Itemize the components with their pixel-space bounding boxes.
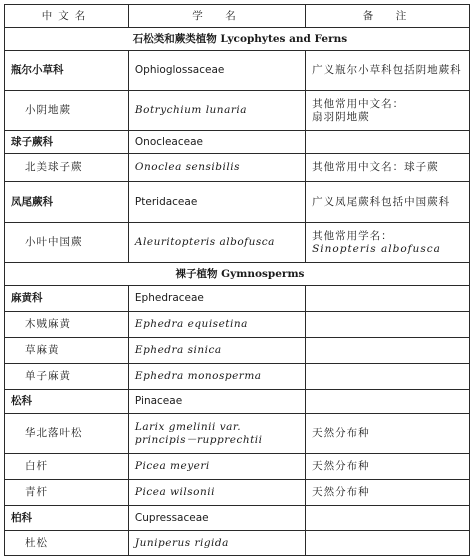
species-sci-name: Ephedra equisetina xyxy=(128,312,305,338)
family-sci-name: Ephedraceae xyxy=(128,286,305,312)
note-line: 扇羽阴地蕨 xyxy=(312,110,370,123)
species-cn-name: 白杆 xyxy=(5,454,129,480)
section-title-ferns: 石松类和蕨类植物 Lycophytes and Ferns xyxy=(5,28,470,51)
species-cn-name: 杜松 xyxy=(5,531,129,556)
species-sci-name: Botrychium lunaria xyxy=(128,91,305,131)
family-sci-name: Pinaceae xyxy=(128,390,305,414)
family-note xyxy=(306,131,470,154)
species-sci-name: Onoclea sensibilis xyxy=(128,154,305,182)
family-note: 广义瓶尔小草科包括阴地蕨科 xyxy=(306,51,470,91)
family-cn-name: 瓶尔小草科 xyxy=(5,51,129,91)
family-cn-name: 麻黄科 xyxy=(5,286,129,312)
species-cn-name: 华北落叶松 xyxy=(5,414,129,454)
species-sci-name: Picea meyeri xyxy=(128,454,305,480)
plant-list-table xyxy=(4,4,470,556)
species-cn-name: 北美球子蕨 xyxy=(5,154,129,182)
note-line: Sinopteris albofusca xyxy=(312,242,441,255)
species-cn-name: 草麻黄 xyxy=(5,338,129,364)
family-sci-name: Cupressaceae xyxy=(128,506,305,531)
family-note: 广义凤尾蕨科包括中国蕨科 xyxy=(306,182,470,223)
family-sci-name: Onocleaceae xyxy=(128,131,305,154)
family-row xyxy=(5,182,470,223)
header-sci-name: 学 名 xyxy=(128,5,305,28)
section-row-ferns xyxy=(5,28,470,51)
species-row xyxy=(5,531,470,556)
family-row xyxy=(5,506,470,531)
species-sci-name: Aleuritopteris albofusca xyxy=(128,223,305,263)
family-row xyxy=(5,286,470,312)
family-cn-name: 球子蕨科 xyxy=(5,131,129,154)
sci-line: Larix gmelinii var. xyxy=(134,420,242,433)
species-note: 天然分布种 xyxy=(306,454,470,480)
species-row xyxy=(5,480,470,506)
species-row xyxy=(5,312,470,338)
header-note: 备 注 xyxy=(306,5,470,28)
family-cn-name: 松科 xyxy=(5,390,129,414)
species-note xyxy=(306,531,470,556)
family-note xyxy=(306,286,470,312)
species-sci-name xyxy=(128,414,305,454)
family-sci-name: Ophioglossaceae xyxy=(128,51,305,91)
species-row xyxy=(5,454,470,480)
species-note xyxy=(306,223,470,263)
note-line: 其他常用中文名： xyxy=(312,97,405,110)
species-sci-name: Picea wilsonii xyxy=(128,480,305,506)
species-sci-name: Ephedra monosperma xyxy=(128,364,305,390)
species-cn-name: 小叶中国蕨 xyxy=(5,223,129,263)
header-row xyxy=(5,5,470,28)
species-sci-name: Juniperus rigida xyxy=(128,531,305,556)
species-note xyxy=(306,338,470,364)
species-note xyxy=(306,312,470,338)
section-row-gymno xyxy=(5,263,470,286)
species-cn-name: 小阴地蕨 xyxy=(5,91,129,131)
species-row xyxy=(5,223,470,263)
species-cn-name: 木贼麻黄 xyxy=(5,312,129,338)
species-note xyxy=(306,91,470,131)
species-sci-name: Ephedra sinica xyxy=(128,338,305,364)
species-row xyxy=(5,414,470,454)
species-row xyxy=(5,338,470,364)
header-cn-name: 中文名 xyxy=(5,5,129,28)
species-row xyxy=(5,364,470,390)
species-note: 天然分布种 xyxy=(306,480,470,506)
species-note: 其他常用中文名：球子蕨 xyxy=(306,154,470,182)
family-row xyxy=(5,51,470,91)
sci-line: principis－rupprechtii xyxy=(134,433,263,446)
species-note xyxy=(306,364,470,390)
family-note xyxy=(306,506,470,531)
family-cn-name: 凤尾蕨科 xyxy=(5,182,129,223)
family-row xyxy=(5,131,470,154)
family-note xyxy=(306,390,470,414)
family-row xyxy=(5,390,470,414)
species-note: 天然分布种 xyxy=(306,414,470,454)
species-cn-name: 青杆 xyxy=(5,480,129,506)
species-row xyxy=(5,154,470,182)
family-cn-name: 柏科 xyxy=(5,506,129,531)
section-title-gymno: 裸子植物 Gymnosperms xyxy=(5,263,470,286)
species-row xyxy=(5,91,470,131)
species-cn-name: 单子麻黄 xyxy=(5,364,129,390)
note-line: 其他常用学名： xyxy=(312,229,393,242)
family-sci-name: Pteridaceae xyxy=(128,182,305,223)
